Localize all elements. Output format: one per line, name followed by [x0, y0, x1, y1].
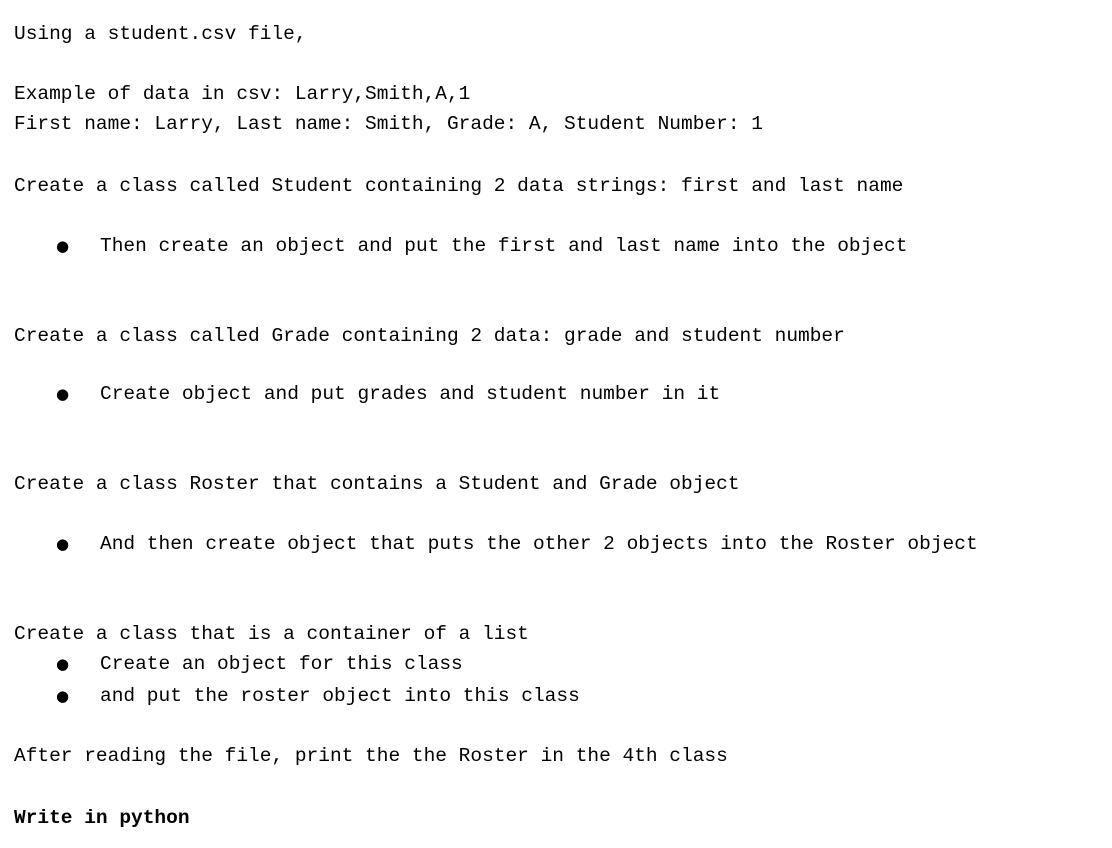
student-class-heading: Create a class called Student containing 2 data strings: first and last name	[14, 175, 904, 197]
example-fields-line: First name: Larry, Last name: Smith, Grade: A, Student Number: 1	[14, 113, 763, 135]
bullet-icon: ●	[56, 385, 70, 403]
bullet-icon: ●	[56, 687, 70, 705]
list-item	[56, 234, 908, 330]
bullet-icon: ●	[56, 535, 70, 553]
bullet-icon: ●	[56, 237, 70, 255]
list-item-text: Then create an object and put the first and last name into the object	[100, 235, 908, 257]
grade-class-heading: Create a class called Grade containing 2 data: grade and student number	[14, 325, 845, 347]
closing-instruction: After reading the file, print the the Roster in the 4th class	[14, 745, 728, 767]
intro-text: Using a student.csv file,	[14, 23, 307, 45]
list-item-text: And then create object that puts the other 2 objects into the Roster object	[100, 533, 978, 555]
container-class-heading: Create a class that is a container of a list	[14, 623, 529, 645]
bullet-icon: ●	[56, 655, 70, 673]
example-data-line: Example of data in csv: Larry,Smith,A,1	[14, 83, 471, 105]
list-item-text: Create object and put grades and student number in it	[100, 383, 721, 405]
list-item	[56, 382, 721, 478]
list-item-text: Create an object for this class	[100, 653, 463, 675]
roster-class-heading: Create a class Roster that contains a Student and Grade object	[14, 473, 740, 495]
language-requirement: Write in python	[14, 807, 190, 829]
list-item-text: and put the roster object into this class	[100, 685, 580, 707]
list-item	[56, 532, 978, 628]
